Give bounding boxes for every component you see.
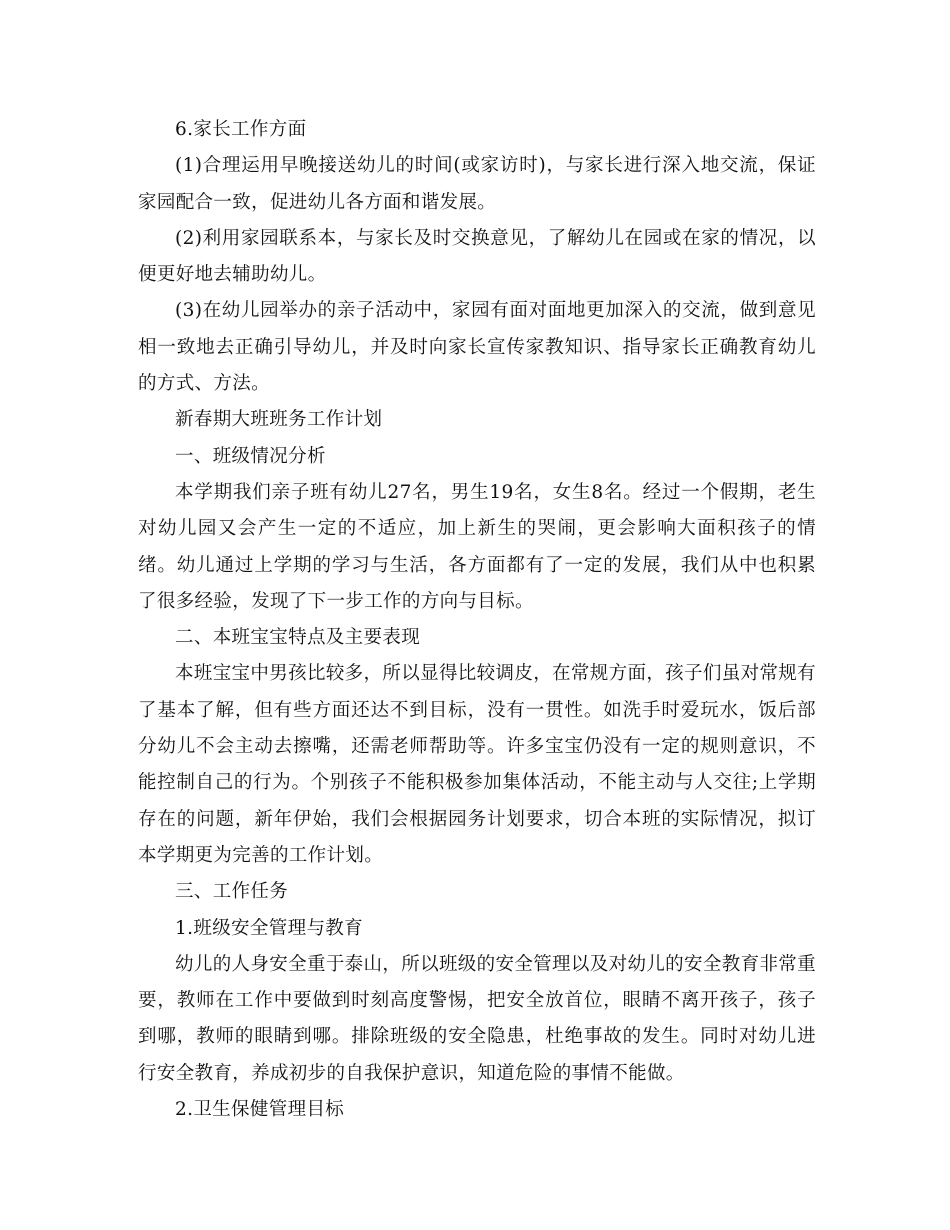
heading-class-analysis: 一、班级情况分析 [175,445,326,467]
heading-parent-work: 6.家长工作方面 [175,119,307,140]
heading-class-characteristics: 二、本班宝宝特点及主要表现 [175,627,421,649]
paragraph-parent-work-1: (1)合理运用早晚接送幼儿的时间(或家访时)，与家长进行深入地交流，保证家园配合一致，促进幼儿各方面和谐发展。 [138,155,816,213]
document-subtitle: 新春期大班班务工作计划 [175,409,383,431]
paragraph-parent-work-2: (2)利用家园联系本，与家长及时交换意见，了解幼儿在园或在家的情况，以便更好地去辅助幼儿。 [138,227,816,286]
paragraph-safety-management: 幼儿的人身安全重于泰山，所以班级的安全管理以及对幼儿的安全教育非常重要，教师在工作中要做到时刻高度警惕，把安全放首位，眼睛不离开孩子，孩子到哪，教师的眼睛到哪。排除班级的安全隐患，杜绝事故的发生。同时对幼儿进行安全教育，养成初步的自我保护意识，知道危险的事情不能做。 [138,953,816,1084]
heading-safety-management: 1.班级安全管理与教育 [175,917,364,939]
paragraph-class-characteristics: 本班宝宝中男孩比较多，所以显得比较调皮，在常规方面，孩子们虽对常规有了基本了解，但有些方面还达不到目标，没有一贯性。如洗手时爱玩水，饭后部分幼儿不会主动去擦嘴，还需老师帮助等。许多宝宝仍没有一定的规则意识，不能控制自己的行为。个别孩子不能积极参加集体活动，不能主动与人交往;上学期存在的问题，新年伊始，我们会根据园务计划要求，切合本班的实际情况，拟订本学期更为完善的工作计划。 [138,663,816,866]
document-body [138,112,816,1128]
paragraph-class-analysis: 本学期我们亲子班有幼儿27名，男生19名，女生8名。经过一个假期，老生对幼儿园又会产生一定的不适应，加上新生的哭闹，更会影响大面积孩子的情绪。幼儿通过上学期的学习与生活，各方面都有了一定的发展，我们从中也积累了很多经验，发现了下一步工作的方向与目标。 [138,481,816,612]
heading-health-management: 2.卫生保健管理目标 [175,1099,345,1121]
paragraph-parent-work-3: (3)在幼儿园举办的亲子活动中，家园有面对面地更加深入的交流，做到意见相一致地去正确引导幼儿，并及时向家长宣传家教知识、指导家长正确教育幼儿的方式、方法。 [138,300,816,395]
heading-work-tasks: 三、工作任务 [175,881,289,903]
